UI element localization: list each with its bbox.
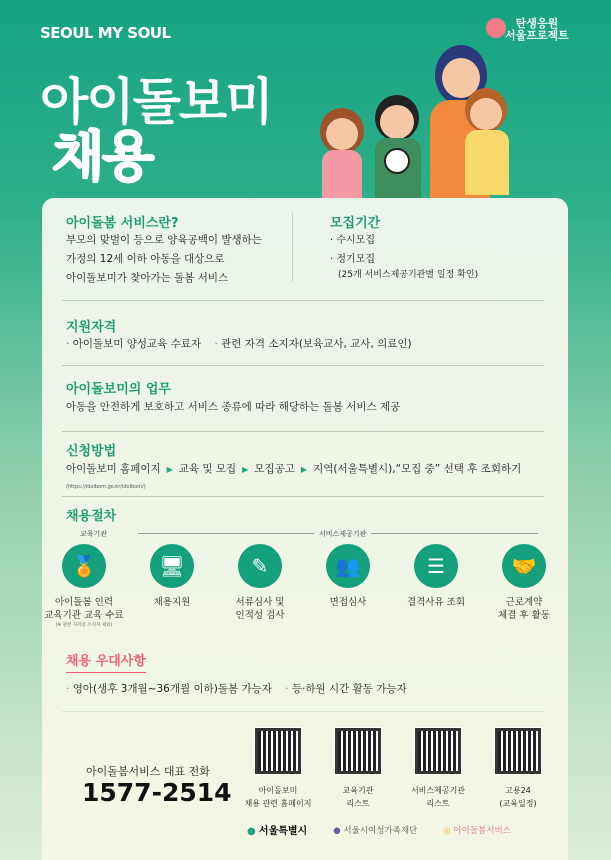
period-list: · 수시모집 · 정기모집 (25개 서비스제공기관별 일정 확인) (330, 235, 479, 280)
qr-item[interactable]: 교육기관 리스트 (318, 728, 398, 810)
process-step: ✎ 서류심사 및 인적성 검사 (220, 544, 300, 628)
family-illustration (300, 30, 530, 200)
qualification-heading: 지원자격 (66, 320, 117, 335)
apply-steps: 아이돌보미 홈페이지 ▶ 교육 및 모집 ▶ 모집공고 ▶ 지역(서울특별시),“모집 중” 선택 후 조회하기 (66, 463, 522, 475)
preference-heading: 채용 우대사항 (66, 650, 146, 673)
apply-url: (https://idolbom.go.kr/idolbom/) (66, 484, 146, 490)
title-line1: 아이돌보미 (40, 73, 272, 131)
qr-code-icon (415, 728, 461, 774)
process-steps (44, 544, 564, 628)
seoul-city-logo: ● 서울특별시 (247, 826, 308, 837)
about-heading: 아이돌봄 서비스란? (66, 216, 179, 231)
group-education: 교육기관 (80, 530, 108, 538)
process-step: 🖥 채용지원 (132, 544, 212, 628)
computer-monitor-icon: 🖥 (150, 544, 194, 588)
qr-code-icon (255, 728, 301, 774)
group-provider: 서비스제공기관 (314, 529, 371, 539)
duty-text: 아동을 안전하게 보호하고 서비스 종류에 따라 해당하는 돌봄 서비스 제공 (66, 401, 401, 413)
qr-code-icon (495, 728, 541, 774)
project-logo: 탄생응원 서울프로젝트 (505, 17, 569, 42)
contact-phone: 1577-2514 (82, 778, 232, 807)
title-line2: 채용 (52, 125, 153, 188)
document-pen-icon: ✎ (238, 544, 282, 588)
seoul-my-soul-logo: SEOUL MY SOUL (40, 24, 171, 42)
certificate-badge-icon: 🏅 (62, 544, 106, 588)
period-heading: 모집기간 (330, 216, 381, 231)
footer-logos (247, 822, 511, 837)
about-text: 부모의 맞벌이 등으로 양육공백이 발생하는 가정의 12세 이하 아동을 대상으로 아이돌보미가 찾아가는 돌봄 서비스 (66, 234, 262, 284)
process-step: 👥 면접심사 (308, 544, 388, 628)
interview-people-icon: 👥 (326, 544, 370, 588)
checklist-icon: ☰ (414, 544, 458, 588)
seoul-foundation-logo: ● 서울시여성가족재단 (333, 825, 418, 836)
process-heading: 채용절차 (66, 509, 117, 524)
qr-item[interactable]: 고용24 (교육일정) (478, 728, 558, 810)
idolbom-service-logo: ◎ 아이돌봄서비스 (443, 825, 511, 836)
qr-item[interactable]: 서비스제공기관 리스트 (398, 728, 478, 810)
qualification-list: · 아이돌보미 양성교육 수료자 · 관련 자격 소지자(보육교사, 교사, 의료인) (66, 338, 412, 350)
handshake-icon: 🤝 (502, 544, 546, 588)
contact-label: 아이돌봄서비스 대표 전화 (86, 765, 210, 778)
apply-heading: 신청방법 (66, 444, 117, 459)
process-step: 🤝 근로계약 체결 후 활동 (484, 544, 564, 628)
qr-code-icon (335, 728, 381, 774)
process-step: 🏅 아이돌봄 인력 교육기관 교육 수료 (※ 관련 자격증 소지자 제외) (44, 544, 124, 628)
duty-heading: 아이돌보미의 업무 (66, 382, 171, 397)
process-step: ☰ 결격사유 조회 (396, 544, 476, 628)
preference-list: · 영아(생후 3개월~36개월 이하)돌봄 가능자 · 등·하원 시간 활동 가능자 (66, 683, 407, 695)
qr-item[interactable]: 아이돌보미 채용 관련 홈페이지 (238, 728, 318, 810)
qr-codes (238, 728, 558, 810)
info-card (42, 198, 568, 860)
